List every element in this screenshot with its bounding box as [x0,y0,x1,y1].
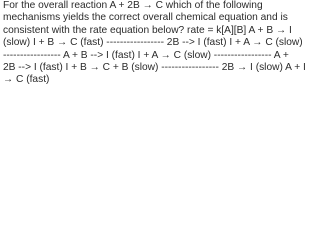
question-line: (slow) I + B → C (fast) ----------------- 2B --> I (fast) I + A → C (slow) [3,37,303,49]
question-line: mechanisms yields the correct overall chemical equation and is [3,12,288,24]
question-line: ----------------- A + B --> I (fast) I + A → C (slow) ----------------- A + [3,49,289,61]
question-line: 2B --> I (fast) I + B → C + B (slow) ----------------- 2B → I (slow) A + I [3,62,306,74]
question-line: consistent with the rate equation below? rate = k[A][B] A + B → I [3,24,292,36]
question-line: → C (fast) [3,74,50,86]
question-line: For the overall reaction A + 2B → C which of the following [3,0,263,11]
question-text [0,0,306,87]
